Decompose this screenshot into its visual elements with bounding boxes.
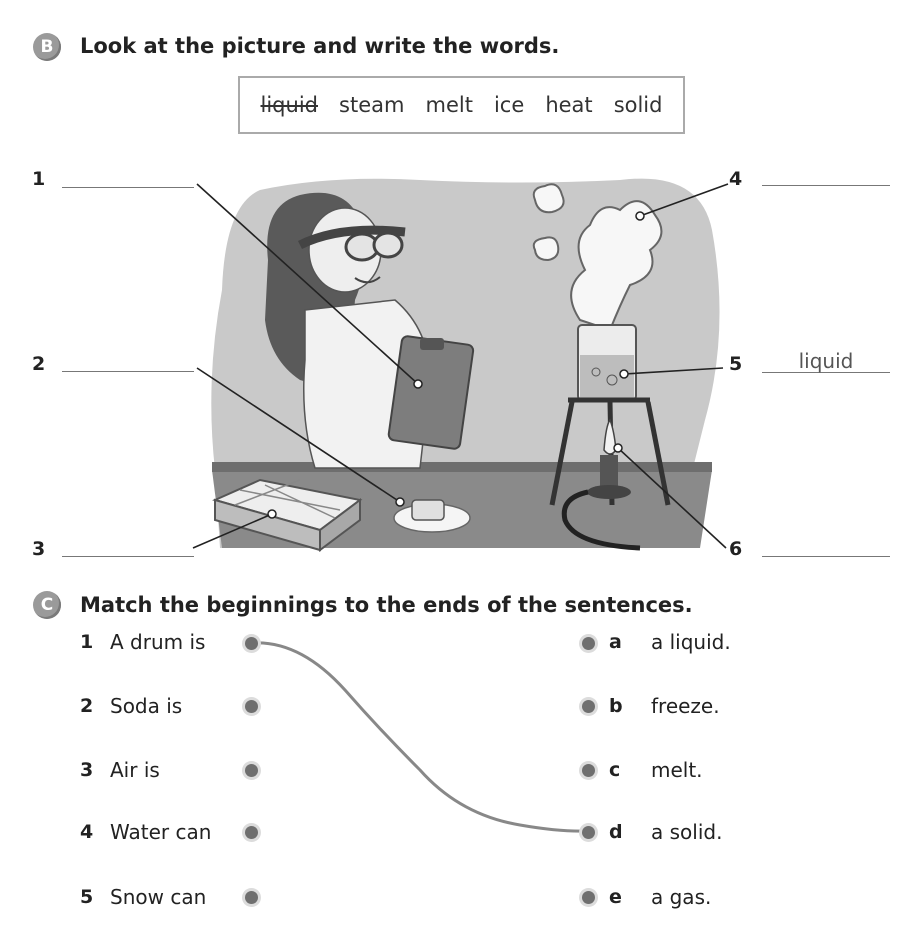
answer-line-3[interactable] bbox=[62, 556, 194, 557]
ending-dot-c[interactable] bbox=[582, 764, 595, 777]
burner bbox=[600, 455, 618, 490]
beginning-dot-5[interactable] bbox=[245, 891, 258, 904]
section-c-title: Match the beginnings to the ends of the sentences. bbox=[80, 593, 693, 617]
label-number-6: 6 bbox=[729, 538, 743, 560]
ending-letter: a bbox=[609, 631, 622, 653]
beginning-number: 3 bbox=[80, 759, 94, 781]
word-bank-word: steam bbox=[339, 93, 405, 117]
beaker bbox=[578, 325, 636, 400]
ending-text: freeze. bbox=[651, 694, 720, 718]
answer-line-1[interactable] bbox=[62, 187, 194, 188]
beginning-text: Water can bbox=[110, 820, 212, 844]
ending-text: a solid. bbox=[651, 820, 723, 844]
beginning-text: Snow can bbox=[110, 885, 207, 909]
beginning-number: 5 bbox=[80, 886, 94, 908]
ending-letter: c bbox=[609, 759, 621, 781]
clipboard bbox=[388, 335, 474, 449]
section-c-badge: C bbox=[33, 591, 61, 619]
beginning-dot-3[interactable] bbox=[245, 764, 258, 777]
ending-letter: b bbox=[609, 695, 623, 717]
ending-letter: d bbox=[609, 821, 623, 843]
beginning-number: 1 bbox=[80, 631, 94, 653]
word-bank-word: melt bbox=[425, 93, 473, 117]
answer-text-5: liquid bbox=[798, 349, 854, 373]
label-number-1: 1 bbox=[32, 168, 46, 190]
label-number-5: 5 bbox=[729, 353, 743, 375]
beginning-dot-2[interactable] bbox=[245, 700, 258, 713]
section-b-badge: B bbox=[33, 33, 61, 61]
beginning-text: A drum is bbox=[110, 630, 206, 654]
word-bank-word: heat bbox=[545, 93, 593, 117]
ending-text: a gas. bbox=[651, 885, 712, 909]
word-bank-word: solid bbox=[613, 93, 663, 117]
beginning-dot-1[interactable] bbox=[245, 637, 258, 650]
ending-letter: e bbox=[609, 886, 622, 908]
answer-line-6[interactable] bbox=[762, 556, 890, 557]
label-number-4: 4 bbox=[729, 168, 743, 190]
beginning-number: 4 bbox=[80, 821, 94, 843]
ending-text: a liquid. bbox=[651, 630, 731, 654]
answer-line-2[interactable] bbox=[62, 371, 194, 372]
beginning-text: Air is bbox=[110, 758, 160, 782]
ending-dot-a[interactable] bbox=[582, 637, 595, 650]
ending-dot-d[interactable] bbox=[582, 826, 595, 839]
ending-dot-e[interactable] bbox=[582, 891, 595, 904]
beginning-text: Soda is bbox=[110, 694, 183, 718]
ending-text: melt. bbox=[651, 758, 703, 782]
ending-dot-b[interactable] bbox=[582, 700, 595, 713]
section-b-title: Look at the picture and write the words. bbox=[80, 34, 560, 58]
table-edge bbox=[212, 462, 712, 472]
beginning-number: 2 bbox=[80, 695, 94, 717]
answer-line-4[interactable] bbox=[762, 185, 890, 186]
word-bank-word: ice bbox=[493, 93, 525, 117]
label-number-2: 2 bbox=[32, 353, 46, 375]
label-number-3: 3 bbox=[32, 538, 46, 560]
beginning-dot-4[interactable] bbox=[245, 826, 258, 839]
word-bank-word: liquid bbox=[260, 93, 318, 117]
